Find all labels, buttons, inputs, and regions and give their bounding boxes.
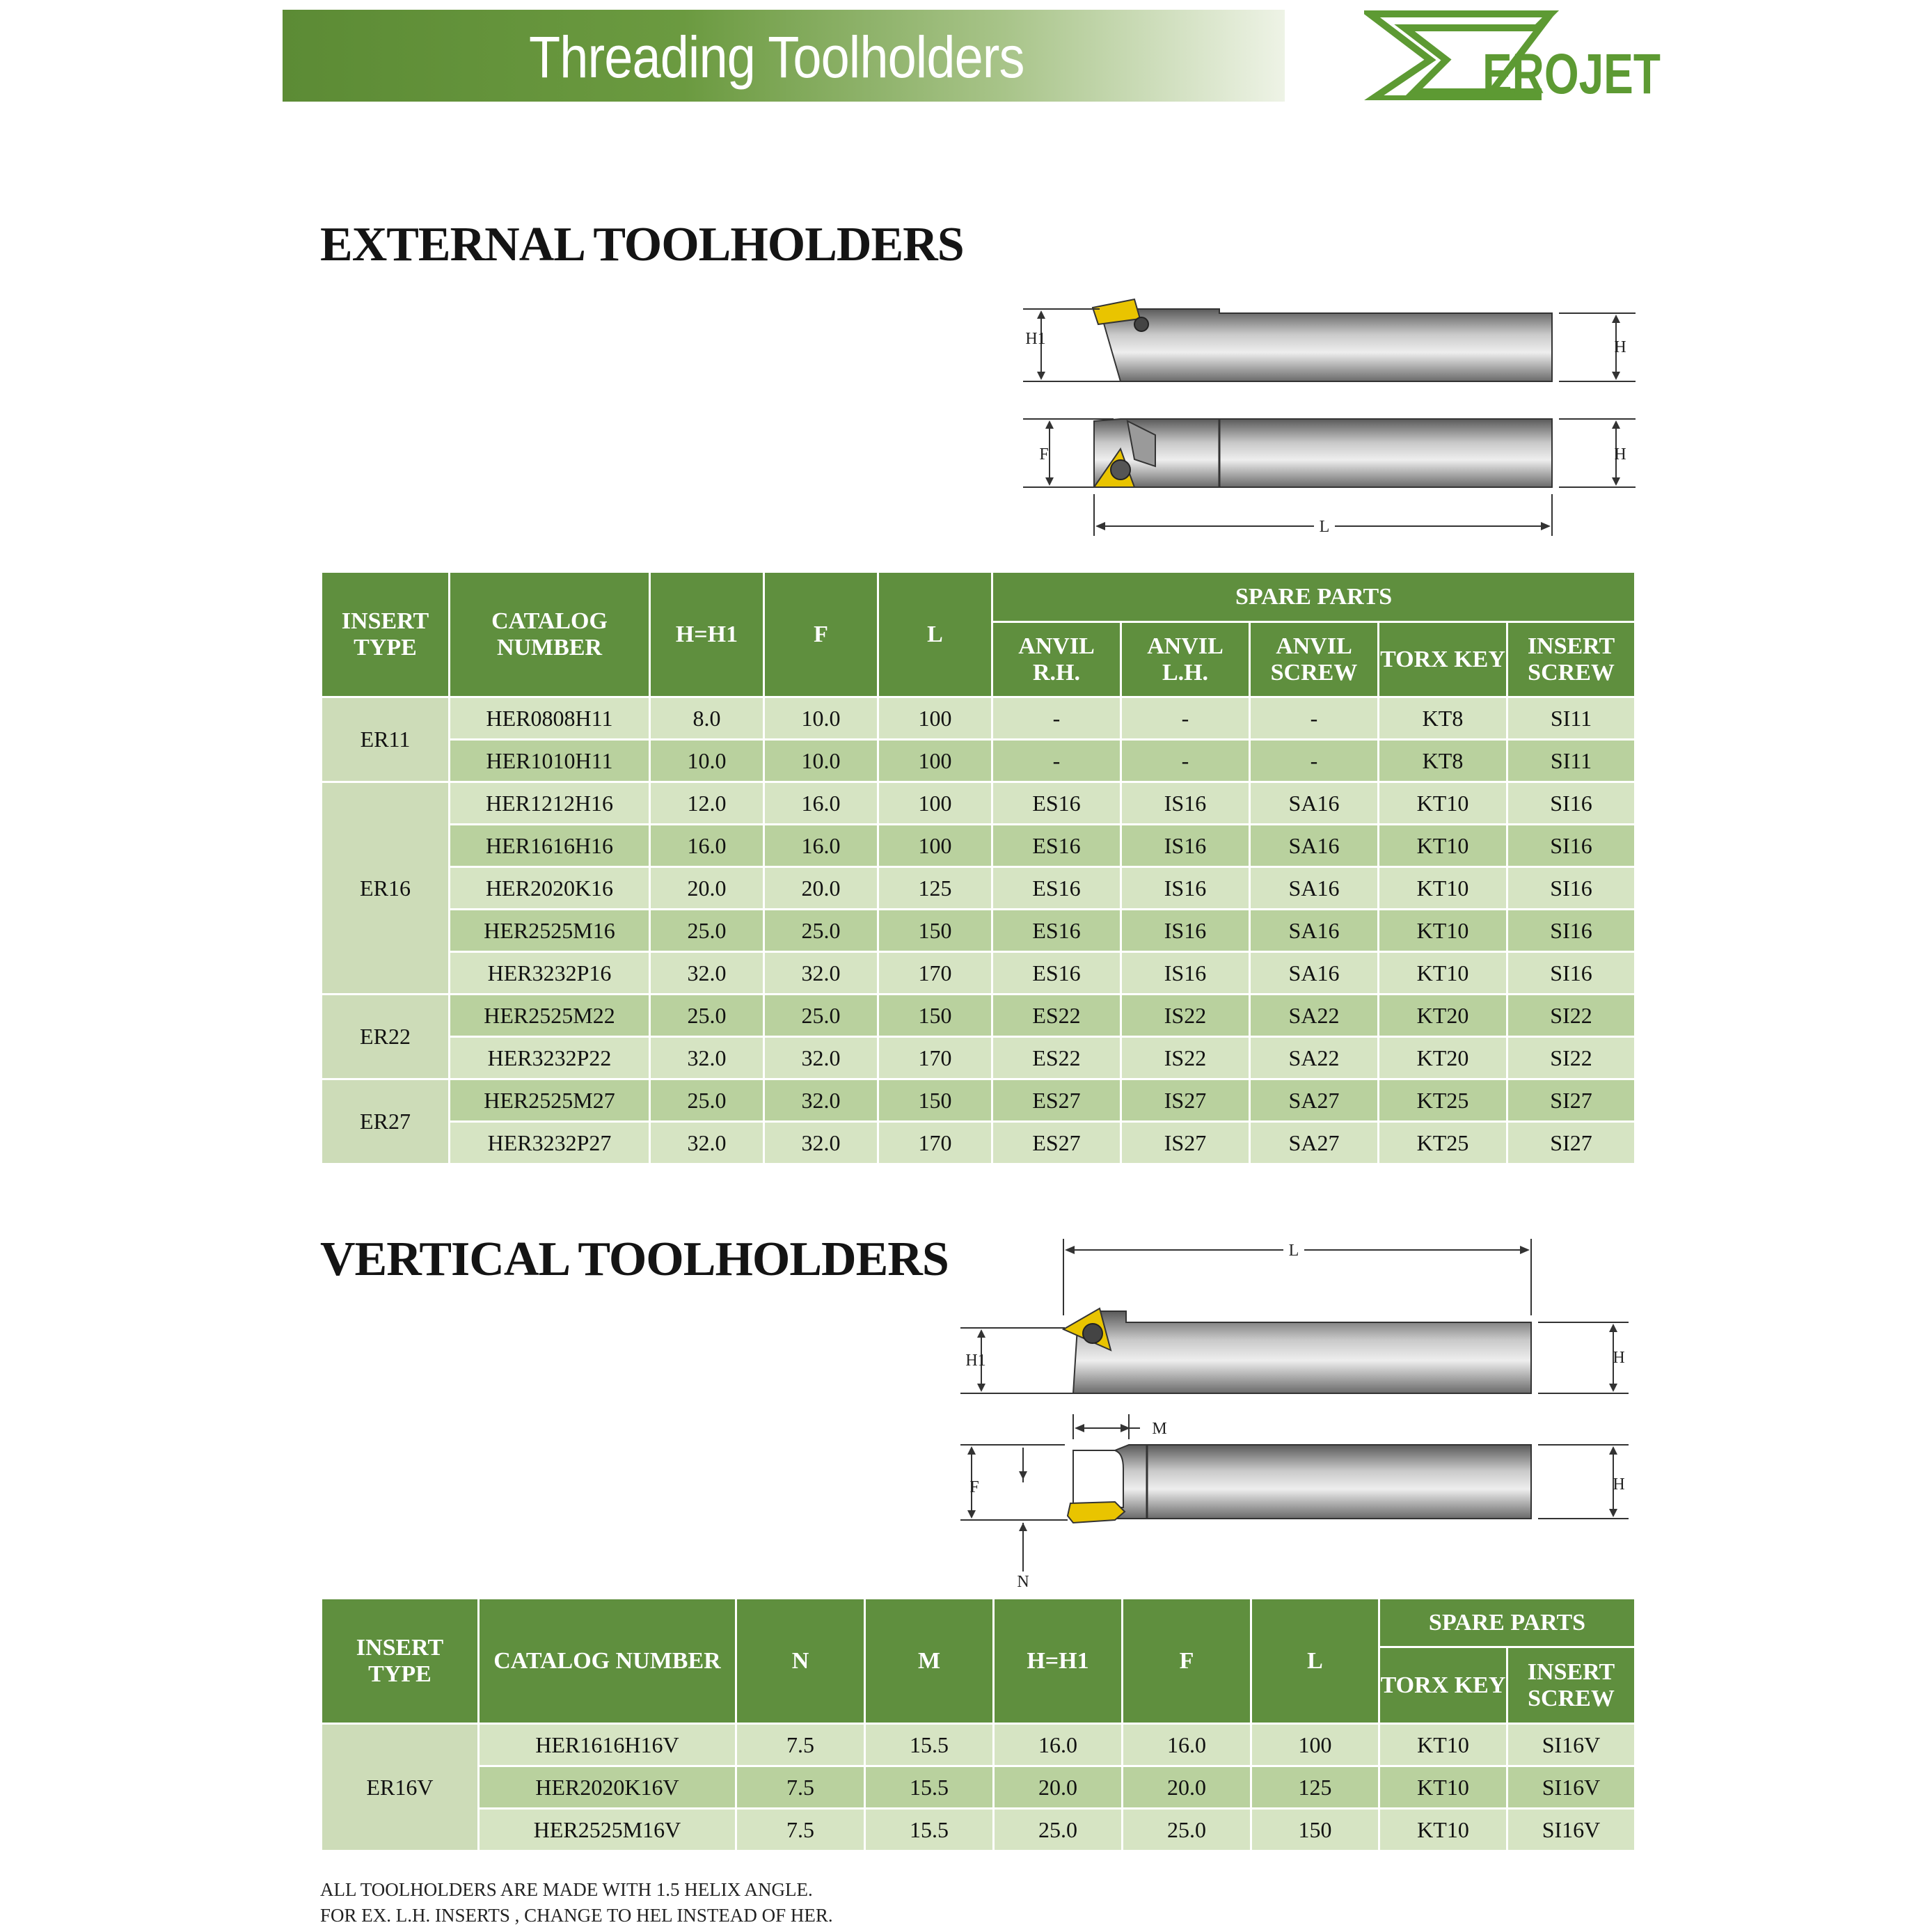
cell: 170 (878, 1037, 992, 1079)
cell: 15.5 (865, 1766, 994, 1809)
cell: 100 (878, 697, 992, 740)
col-anvil-rh: ANVIL R.H. (992, 622, 1121, 697)
cell: ES27 (992, 1079, 1121, 1122)
cell: HER2525M27 (450, 1079, 650, 1122)
cell: 20.0 (994, 1766, 1123, 1809)
cell: IS22 (1121, 995, 1250, 1037)
cell: SA27 (1250, 1079, 1379, 1122)
table-row (322, 910, 1636, 952)
cell: SA16 (1250, 782, 1379, 825)
col-f: F (764, 572, 878, 697)
cell: SI16V (1507, 1766, 1636, 1809)
table-row (322, 1037, 1636, 1079)
cell: 150 (1251, 1809, 1379, 1851)
cell: HER2525M16V (479, 1809, 736, 1851)
cell: KT8 (1379, 697, 1507, 740)
cell: 16.0 (764, 825, 878, 867)
cell: 32.0 (764, 1037, 878, 1079)
cell: - (1121, 697, 1250, 740)
insert-type-cell: ER11 (322, 697, 450, 782)
cell: IS16 (1121, 952, 1250, 995)
cell: HER3232P16 (450, 952, 650, 995)
cell: KT10 (1379, 952, 1507, 995)
cell: HER1010H11 (450, 740, 650, 782)
cell: 10.0 (764, 697, 878, 740)
dim-m-vert: M (1152, 1420, 1167, 1438)
cell: IS16 (1121, 910, 1250, 952)
dim-f-ext: F (1039, 445, 1049, 464)
cell: HER2525M16 (450, 910, 650, 952)
cell: SI11 (1507, 697, 1636, 740)
col-catalog-number: CATALOG NUMBER (479, 1599, 736, 1724)
cell: ES16 (992, 867, 1121, 910)
table-row (322, 1122, 1636, 1164)
table-row (322, 995, 1636, 1037)
cell: KT10 (1379, 867, 1507, 910)
cell: KT25 (1379, 1079, 1507, 1122)
cell: SI27 (1507, 1079, 1636, 1122)
cell: HER3232P22 (450, 1037, 650, 1079)
cell: - (1121, 740, 1250, 782)
cell: 100 (1251, 1724, 1379, 1766)
table-row (322, 697, 1636, 740)
col-m: M (865, 1599, 994, 1724)
cell: SA16 (1250, 952, 1379, 995)
cell: KT20 (1379, 1037, 1507, 1079)
external-section-title: EXTERNAL TOOLHOLDERS (320, 218, 964, 271)
cell: 32.0 (764, 1122, 878, 1164)
table-row (322, 1724, 1636, 1766)
cell: ES16 (992, 782, 1121, 825)
cell: KT20 (1379, 995, 1507, 1037)
cell: HER3232P27 (450, 1122, 650, 1164)
cell: SI22 (1507, 1037, 1636, 1079)
table-row (322, 867, 1636, 910)
cell: - (992, 697, 1121, 740)
table-row (322, 782, 1636, 825)
dim-f-vert: F (969, 1478, 979, 1496)
cell: SI16 (1507, 782, 1636, 825)
cell: 7.5 (736, 1766, 865, 1809)
cell: 15.5 (865, 1809, 994, 1851)
cell: 170 (878, 952, 992, 995)
cell: 100 (878, 825, 992, 867)
dim-n-vert: N (1017, 1573, 1029, 1591)
cell: 25.0 (764, 995, 878, 1037)
footnote-helix: ALL TOOLHOLDERS ARE MADE WITH 1.5 HELIX ANGLE. (320, 1879, 813, 1900)
cell: 25.0 (650, 910, 764, 952)
cell: 150 (878, 1079, 992, 1122)
cell: ES16 (992, 825, 1121, 867)
cell: ES16 (992, 910, 1121, 952)
table-row (322, 1766, 1636, 1809)
dim-h-ext-side: H (1614, 338, 1626, 356)
cell: SA22 (1250, 1037, 1379, 1079)
cell: 25.0 (650, 995, 764, 1037)
dim-h-vert-side: H (1613, 1349, 1625, 1367)
cell: 16.0 (650, 825, 764, 867)
cell: HER0808H11 (450, 697, 650, 740)
insert-type-cell: ER16 (322, 782, 450, 995)
vertical-section-title: VERTICAL TOOLHOLDERS (320, 1233, 949, 1286)
col-h-h1: H=H1 (994, 1599, 1123, 1724)
cell: ES22 (992, 1037, 1121, 1079)
col-h-h1: H=H1 (650, 572, 764, 697)
cell: HER2020K16V (479, 1766, 736, 1809)
cell: SI16V (1507, 1724, 1636, 1766)
cell: 125 (1251, 1766, 1379, 1809)
cell: 10.0 (764, 740, 878, 782)
col-torx-key: TORX KEY (1379, 622, 1507, 697)
col-insert-screw: INSERT SCREW (1507, 1647, 1636, 1724)
cell: 7.5 (736, 1809, 865, 1851)
logo-text: EROJET (1482, 42, 1661, 106)
insert-type-cell: ER16V (322, 1724, 479, 1851)
cell: 170 (878, 1122, 992, 1164)
cell: SI16V (1507, 1809, 1636, 1851)
cell: 32.0 (764, 952, 878, 995)
cell: 12.0 (650, 782, 764, 825)
cell: KT10 (1379, 1766, 1507, 1809)
col-spare-parts: SPARE PARTS (992, 572, 1636, 622)
cell: HER2525M22 (450, 995, 650, 1037)
cell: 20.0 (1123, 1766, 1251, 1809)
dim-h1-vert: H1 (965, 1352, 986, 1370)
cell: 16.0 (1123, 1724, 1251, 1766)
vertical-toolholders-table (320, 1597, 1636, 1852)
col-spare-parts: SPARE PARTS (1379, 1599, 1636, 1647)
cell: IS16 (1121, 867, 1250, 910)
cell: 25.0 (1123, 1809, 1251, 1851)
cell: 16.0 (994, 1724, 1123, 1766)
cell: IS16 (1121, 825, 1250, 867)
cell: - (1250, 740, 1379, 782)
cell: KT10 (1379, 782, 1507, 825)
cell: 20.0 (650, 867, 764, 910)
cell: 125 (878, 867, 992, 910)
cell: SA22 (1250, 995, 1379, 1037)
table-row (322, 825, 1636, 867)
dim-l-ext: L (1319, 518, 1330, 536)
table-row (322, 740, 1636, 782)
cell: 32.0 (650, 1037, 764, 1079)
cell: IS27 (1121, 1079, 1250, 1122)
cell: 8.0 (650, 697, 764, 740)
cell: SA16 (1250, 867, 1379, 910)
cell: HER2020K16 (450, 867, 650, 910)
cell: 32.0 (650, 952, 764, 995)
cell: 100 (878, 782, 992, 825)
insert-type-cell: ER27 (322, 1079, 450, 1164)
cell: SA27 (1250, 1122, 1379, 1164)
cell: KT10 (1379, 1724, 1507, 1766)
cell: 25.0 (994, 1809, 1123, 1851)
col-anvil-screw: ANVIL SCREW (1250, 622, 1379, 697)
cell: SA16 (1250, 825, 1379, 867)
cell: KT10 (1379, 910, 1507, 952)
dim-l-vert: L (1288, 1242, 1299, 1260)
col-insert-screw: INSERT SCREW (1507, 622, 1636, 697)
cell: 10.0 (650, 740, 764, 782)
col-torx-key: TORX KEY (1379, 1647, 1507, 1724)
col-f: F (1123, 1599, 1251, 1724)
cell: KT25 (1379, 1122, 1507, 1164)
table-row (322, 1079, 1636, 1122)
cell: 16.0 (764, 782, 878, 825)
cell: 100 (878, 740, 992, 782)
cell: ES22 (992, 995, 1121, 1037)
col-insert-type: INSERT TYPE (322, 572, 450, 697)
insert-type-cell: ER22 (322, 995, 450, 1079)
cell: SI22 (1507, 995, 1636, 1037)
cell: - (1250, 697, 1379, 740)
cell: IS22 (1121, 1037, 1250, 1079)
cell: 32.0 (650, 1122, 764, 1164)
table-row (322, 1809, 1636, 1851)
cell: - (992, 740, 1121, 782)
footnote-lh-inserts: FOR EX. L.H. INSERTS , CHANGE TO HEL INSTEAD OF HER. (320, 1905, 833, 1926)
cell: 7.5 (736, 1724, 865, 1766)
external-toolholder-drawing (1016, 285, 1642, 543)
cell: SI27 (1507, 1122, 1636, 1164)
col-catalog-number: CATALOG NUMBER (450, 572, 650, 697)
cell: SA16 (1250, 910, 1379, 952)
cell: ES16 (992, 952, 1121, 995)
cell: IS27 (1121, 1122, 1250, 1164)
cell: IS16 (1121, 782, 1250, 825)
cell: KT10 (1379, 1809, 1507, 1851)
cell: 150 (878, 910, 992, 952)
table-row (322, 952, 1636, 995)
col-l: L (1251, 1599, 1379, 1724)
dim-h-vert-top: H (1613, 1475, 1625, 1494)
col-insert-type: INSERT TYPE (322, 1599, 479, 1724)
cell: 25.0 (764, 910, 878, 952)
cell: SI16 (1507, 910, 1636, 952)
cell: 32.0 (764, 1079, 878, 1122)
cell: HER1616H16V (479, 1724, 736, 1766)
col-anvil-lh: ANVIL L.H. (1121, 622, 1250, 697)
cell: KT10 (1379, 825, 1507, 867)
cell: 150 (878, 995, 992, 1037)
col-n: N (736, 1599, 865, 1724)
vertical-toolholder-drawing (953, 1232, 1636, 1594)
cell: HER1212H16 (450, 782, 650, 825)
page-title: Threading Toolholders (529, 24, 1024, 90)
cell: SI11 (1507, 740, 1636, 782)
dim-h1-ext: H1 (1025, 330, 1046, 348)
cell: 20.0 (764, 867, 878, 910)
cell: SI16 (1507, 952, 1636, 995)
external-toolholders-table (320, 571, 1636, 1165)
cell: SI16 (1507, 825, 1636, 867)
cell: 25.0 (650, 1079, 764, 1122)
col-l: L (878, 572, 992, 697)
cell: KT8 (1379, 740, 1507, 782)
dim-h-ext-top: H (1614, 445, 1626, 464)
cell: ES27 (992, 1122, 1121, 1164)
cell: HER1616H16 (450, 825, 650, 867)
cell: SI16 (1507, 867, 1636, 910)
cell: 15.5 (865, 1724, 994, 1766)
